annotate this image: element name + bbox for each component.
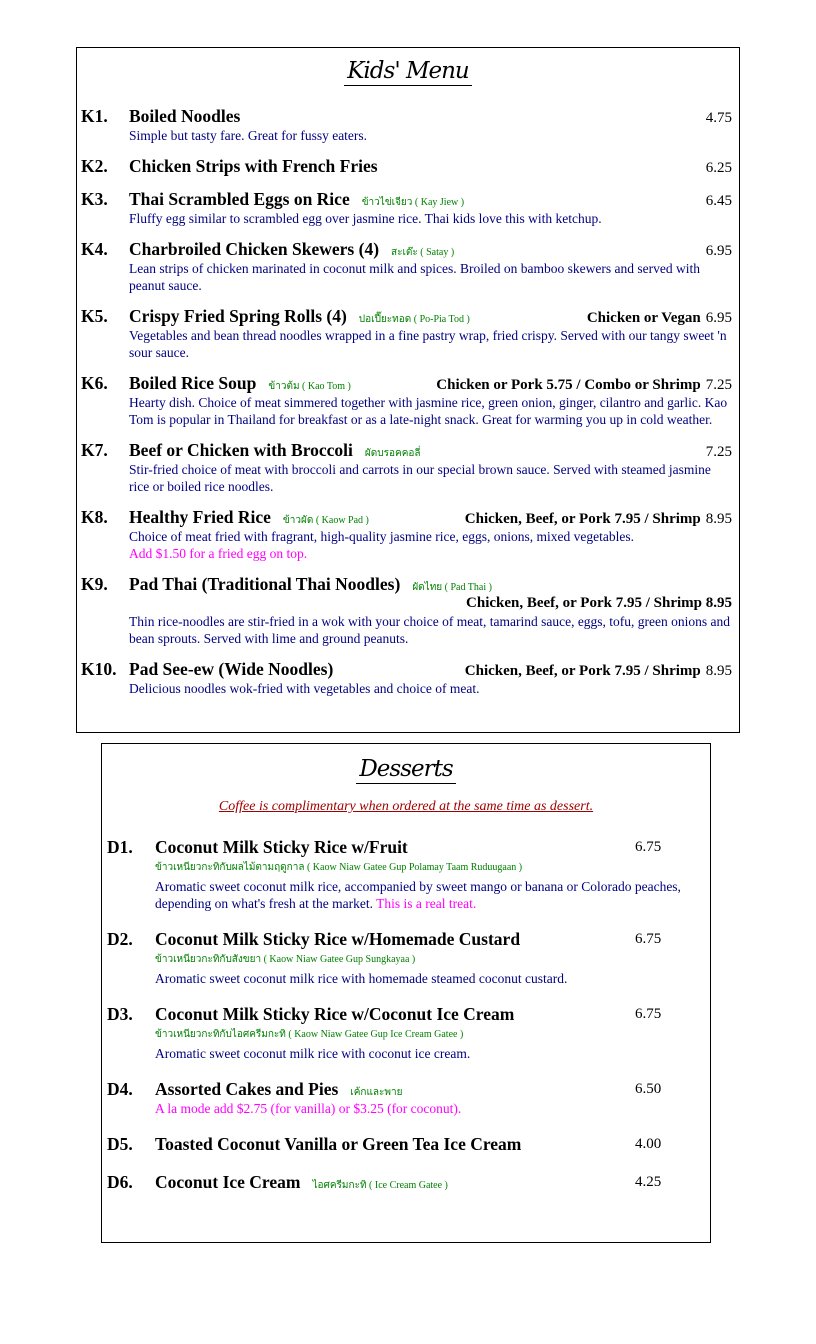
item-name: Boiled Rice Soup	[129, 373, 257, 393]
menu-item-header	[81, 306, 732, 327]
item-code: D3.	[107, 1004, 133, 1024]
item-description-text: Aromatic sweet coconut milk rice with coconut ice cream.	[155, 1046, 471, 1061]
item-price: 6.50	[635, 1081, 662, 1097]
item-description	[155, 970, 710, 987]
item-code: K10.	[81, 659, 117, 679]
item-code: D4.	[107, 1079, 133, 1099]
item-name: Chicken Strips with French Fries	[129, 156, 378, 176]
kids-menu-section	[76, 47, 740, 733]
item-thai-name: ข้าวเหนียวกะทิกับสังขยา ( Kaow Niaw Gatee Gup Sungkayaa )	[155, 954, 416, 965]
menu-item	[81, 440, 732, 495]
dessert-item-header	[107, 1004, 710, 1025]
item-name: Charbroiled Chicken Skewers (4)	[129, 239, 380, 259]
kids-menu-title-text: Kids' Menu	[344, 58, 472, 86]
menu-item-header	[81, 440, 732, 461]
item-thai-name: ผัดไทย ( Pad Thai )	[412, 582, 492, 593]
dessert-item	[107, 1134, 710, 1155]
item-options-line: Chicken, Beef, or Pork 7.95 / Shrimp 8.95	[466, 595, 732, 611]
item-code: K9.	[81, 574, 108, 594]
item-code: K2.	[81, 156, 108, 176]
item-thai-name: ข้าวเหนียวกะทิกับผลไม้ตามฤดูกาล ( Kaow Niaw Gatee Gup Polamay Taam Ruduugaan )	[155, 862, 523, 873]
item-name: Coconut Milk Sticky Rice w/Homemade Custard	[155, 929, 521, 949]
item-code: K1.	[81, 106, 108, 126]
item-description	[155, 878, 710, 912]
dessert-item	[107, 1172, 710, 1193]
item-code: D1.	[107, 837, 133, 857]
item-name: Coconut Milk Sticky Rice w/Coconut Ice Cream	[155, 1004, 515, 1024]
dessert-item-header	[107, 837, 710, 858]
item-code: K4.	[81, 239, 108, 259]
item-thai-name: เค้กและพาย	[350, 1087, 403, 1098]
item-price: 6.25	[705, 160, 732, 176]
item-name: Pad See-ew (Wide Noodles)	[129, 659, 334, 679]
item-price: 8.95	[705, 511, 732, 527]
item-thai-name: ข้าวไข่เจียว ( Kay Jiew )	[361, 197, 465, 208]
item-price: 4.75	[705, 110, 732, 126]
item-thai-name: ข้าวผัด ( Kaow Pad )	[282, 515, 369, 526]
item-description: Vegetables and bean thread noodles wrapped in a fine pastry wrap, fried crispy. Served with our tangy sweet 'n sour sauce.	[129, 328, 727, 360]
item-price: 7.25	[705, 444, 732, 460]
item-price: 6.95	[705, 310, 732, 326]
dessert-item-header	[107, 1172, 710, 1193]
item-code: K3.	[81, 189, 108, 209]
item-options: Chicken, Beef, or Pork 7.95 / Shrimp	[464, 511, 701, 527]
desserts-title	[102, 756, 710, 782]
item-thai-name: สะเต๊ะ ( Satay )	[391, 247, 455, 258]
item-thai-name: ข้าวต้ม ( Kao Tom )	[268, 381, 351, 392]
dessert-item-header	[107, 929, 710, 950]
desserts-title-text: Desserts	[356, 756, 455, 784]
item-price: 6.75	[635, 1006, 662, 1022]
item-addon-note: A la mode add $2.75 (for vanilla) or $3.25 (for coconut).	[155, 1101, 462, 1116]
item-thai-name: ไอศครีมกะทิ ( Ice Cream Gatee )	[312, 1180, 448, 1191]
menu-item	[81, 574, 732, 647]
item-name: Coconut Milk Sticky Rice w/Fruit	[155, 837, 408, 857]
dessert-item-header	[107, 1134, 710, 1155]
item-price: 4.25	[635, 1174, 662, 1190]
item-name: Pad Thai (Traditional Thai Noodles)	[129, 574, 401, 594]
dessert-item	[107, 1079, 710, 1117]
item-name: Assorted Cakes and Pies	[155, 1079, 339, 1099]
item-name: Toasted Coconut Vanilla or Green Tea Ice Cream	[155, 1134, 522, 1154]
menu-item	[81, 306, 732, 361]
desserts-section	[101, 743, 711, 1243]
dessert-item-header	[107, 1079, 710, 1100]
item-price: 6.95	[705, 243, 732, 259]
item-thai-name: ผัดบรอคคอลี่	[364, 448, 421, 459]
item-description: Stir-fried choice of meat with broccoli and carrots in our special brown sauce. Served with steamed jasmine rice or boiled rice noodles.	[129, 462, 711, 494]
item-description: Delicious noodles wok-fried with vegetables and choice of meat.	[129, 681, 480, 696]
item-options: Chicken or Vegan	[586, 310, 701, 326]
item-price: 4.00	[635, 1136, 662, 1152]
menu-item-header	[81, 156, 732, 177]
item-price: 6.45	[705, 193, 732, 209]
item-name: Beef or Chicken with Broccoli	[129, 440, 353, 460]
dessert-item	[107, 1004, 710, 1062]
item-description: Fluffy egg similar to scrambled egg over jasmine rice. Thai kids love this with ketchup.	[129, 211, 602, 226]
kids-menu-list	[81, 106, 732, 709]
item-price: 7.25	[705, 377, 732, 393]
menu-item	[81, 106, 732, 144]
menu-item-header	[81, 574, 732, 595]
item-description: Lean strips of chicken marinated in coconut milk and spices. Broiled on bamboo skewers and served with peanut sauce.	[129, 261, 700, 293]
dessert-item	[107, 929, 710, 987]
item-name: Healthy Fried Rice	[129, 507, 271, 527]
item-code: K8.	[81, 507, 108, 527]
dessert-item	[107, 837, 710, 912]
item-code: K5.	[81, 306, 108, 326]
item-price: 8.95	[705, 663, 732, 679]
item-price: 6.75	[635, 839, 662, 855]
item-thai-name: ปอเปี๊ยะทอด ( Po-Pia Tod )	[358, 314, 470, 325]
desserts-list	[107, 837, 710, 1210]
item-highlight: This is a real treat.	[376, 896, 477, 911]
coffee-note: Coffee is complimentary when ordered at the same time as dessert.	[218, 799, 594, 814]
item-addon-note: Add $1.50 for a fried egg on top.	[129, 546, 308, 561]
item-name: Thai Scrambled Eggs on Rice	[129, 189, 350, 209]
menu-item-header	[81, 239, 732, 260]
item-name: Crispy Fried Spring Rolls (4)	[129, 306, 347, 326]
item-description	[155, 1045, 710, 1062]
item-description: Simple but tasty fare. Great for fussy eaters.	[129, 128, 368, 143]
item-description: Hearty dish. Choice of meat simmered together with jasmine rice, green onion, ginger, cilantro and garlic. Kao Tom is popular in Thailand for breakfast or as a late-night snack. Great for warming you up in cold weather.	[129, 395, 728, 427]
menu-item	[81, 189, 732, 227]
menu-item	[81, 239, 732, 294]
menu-item	[81, 156, 732, 177]
item-code: D6.	[107, 1172, 133, 1192]
menu-item	[81, 373, 732, 428]
kids-menu-title	[77, 58, 739, 84]
menu-item-header	[81, 373, 732, 394]
item-name: Coconut Ice Cream	[155, 1172, 301, 1192]
menu-item-header	[81, 507, 732, 528]
item-code: D5.	[107, 1134, 133, 1154]
item-description: Thin rice-noodles are stir-fried in a wok with your choice of meat, tamarind sauce, eggs, tofu, green onions and bean sprouts. Served with lime and ground peanuts.	[129, 614, 731, 646]
item-description-text: Aromatic sweet coconut milk rice with homemade steamed coconut custard.	[155, 971, 568, 986]
menu-item	[81, 507, 732, 562]
menu-item-header	[81, 189, 732, 210]
menu-item-header	[81, 106, 732, 127]
item-price: 6.75	[635, 931, 662, 947]
item-code: K7.	[81, 440, 108, 460]
item-thai-name: ข้าวเหนียวกะทิกับไอศครีมกะทิ ( Kaow Niaw Gatee Gup Ice Cream Gatee )	[155, 1029, 464, 1040]
item-description: Choice of meat fried with fragrant, high-quality jasmine rice, eggs, onions, mixed vegetables.	[129, 529, 634, 544]
menu-item-header	[81, 659, 732, 680]
menu-item	[81, 659, 732, 697]
item-code: K6.	[81, 373, 108, 393]
item-description-text: Aromatic sweet coconut milk rice, accompanied by sweet mango or banana or Colorado peaches, depending on what's fresh at the market.	[155, 879, 681, 911]
item-options: Chicken, Beef, or Pork 7.95 / Shrimp	[464, 663, 701, 679]
item-options: Chicken or Pork 5.75 / Combo or Shrimp	[436, 377, 701, 393]
item-code: D2.	[107, 929, 133, 949]
item-name: Boiled Noodles	[129, 106, 241, 126]
